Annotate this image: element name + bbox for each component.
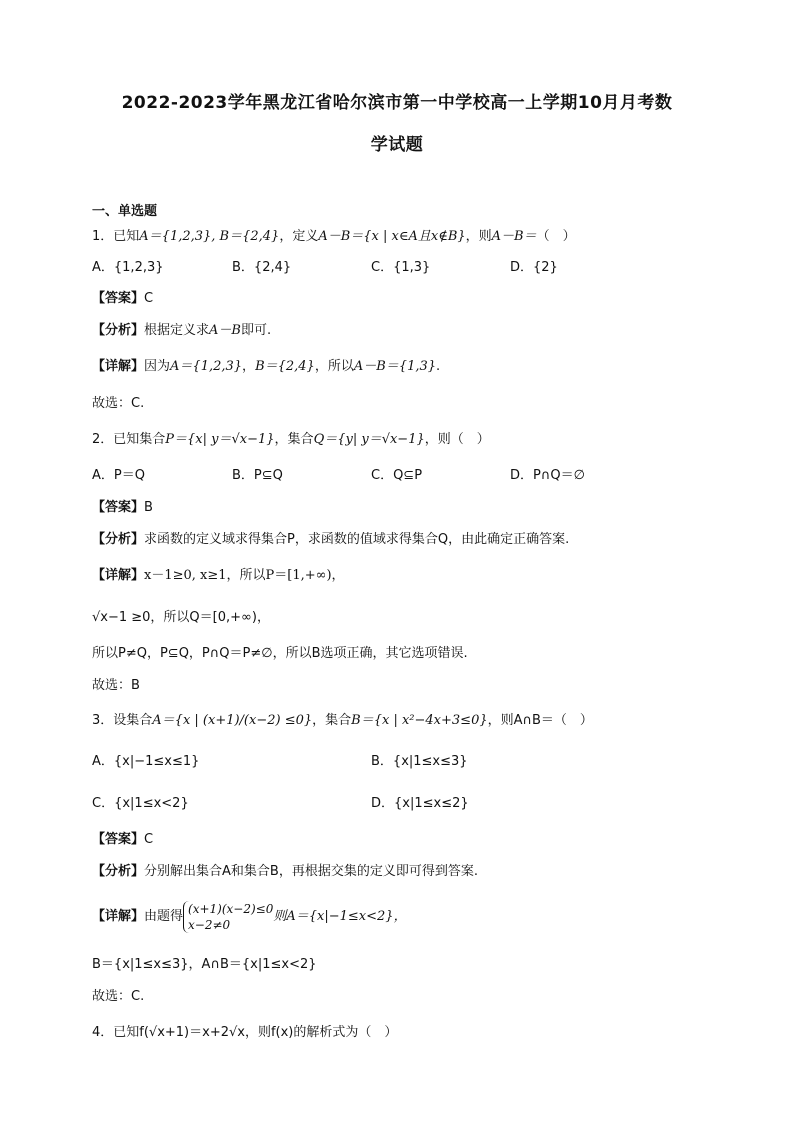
q1-choose: 故选：C.	[92, 396, 145, 411]
q3-inequality-system: (x+1)(x−2)≤0 x−2≠0	[183, 901, 273, 933]
q2-detail-2: √x−1 ≥0，所以Q＝[0,+∞)，	[92, 610, 270, 625]
q3-option-d: D．{x|1≤x≤2}	[371, 796, 469, 811]
q2-option-d: D．P∩Q＝∅	[510, 468, 585, 483]
q1-option-c: C．{1,3}	[371, 260, 431, 275]
q3-detail-2: B＝{x|1≤x≤3}，A∩B＝{x|1≤x<2}	[92, 957, 317, 972]
q3-option-c: C．{x|1≤x<2}	[92, 796, 189, 811]
q2-answer: 【答案】B	[92, 500, 153, 515]
q1-option-a: A．{1,2,3}	[92, 260, 164, 275]
question-2: 2．已知集合P＝{x| y＝√x−1}，集合Q＝{y| y＝√x−1}，则（ ）	[92, 432, 490, 447]
q3-detail-1: 【详解】由题得 (x+1)(x−2)≤0 x−2≠0 则A＝{x|−1≤x<2}，	[92, 901, 407, 932]
q2-option-b: B．P⊆Q	[232, 468, 283, 483]
q3-option-a: A．{x|−1≤x≤1}	[92, 754, 200, 769]
q2-analysis: 【分析】求函数的定义域求得集合P，求函数的值域求得集合Q，由此确定正确答案.	[92, 532, 570, 547]
q2-detail-1: 【详解】x－1≥0, x≥1，所以P＝[1,+∞)，	[92, 568, 345, 583]
q3-answer: 【答案】C	[92, 832, 154, 847]
q3-analysis: 【分析】分别解出集合A和集合B，再根据交集的定义即可得到答案.	[92, 864, 478, 879]
q2-option-a: A．P＝Q	[92, 468, 145, 483]
question-1: 1．已知A＝{1,2,3}, B＝{2,4}，定义A－B＝{x | x∈A且x∉B}，则A－B＝（ ）	[92, 229, 576, 244]
q2-choose: 故选：B	[92, 678, 140, 693]
section-heading: 一、单选题	[92, 204, 158, 219]
q1-detail: 【详解】因为A＝{1,2,3}，B＝{2,4}，所以A－B＝{1,3}.	[92, 359, 441, 374]
q3-choose: 故选：C.	[92, 989, 145, 1004]
q2-option-c: C．Q⊆P	[371, 468, 423, 483]
q1-option-b: B．{2,4}	[232, 260, 292, 275]
q2-detail-3: 所以P≠Q，P⊆Q，P∩Q＝P≠∅，所以B选项正确，其它选项错误.	[92, 646, 468, 661]
q3-option-b: B．{x|1≤x≤3}	[371, 754, 468, 769]
q1-answer: 【答案】C	[92, 291, 154, 306]
paper-title-line-2: 学试题	[370, 135, 424, 155]
q1-option-d: D．{2}	[510, 260, 558, 275]
question-4: 4．已知f(√x+1)＝x+2√x，则f(x)的解析式为（ ）	[92, 1025, 398, 1040]
q1-analysis: 【分析】根据定义求A－B即可.	[92, 323, 272, 338]
question-3: 3．设集合A＝{x | (x+1)/(x−2) ≤0}，集合B＝{x | x²−4x+3≤0}，则A∩B＝（ ）	[92, 713, 593, 728]
paper-title-line-1: 2022-2023学年黑龙江省哈尔滨市第一中学校高一上学期10月月考数	[121, 93, 673, 113]
